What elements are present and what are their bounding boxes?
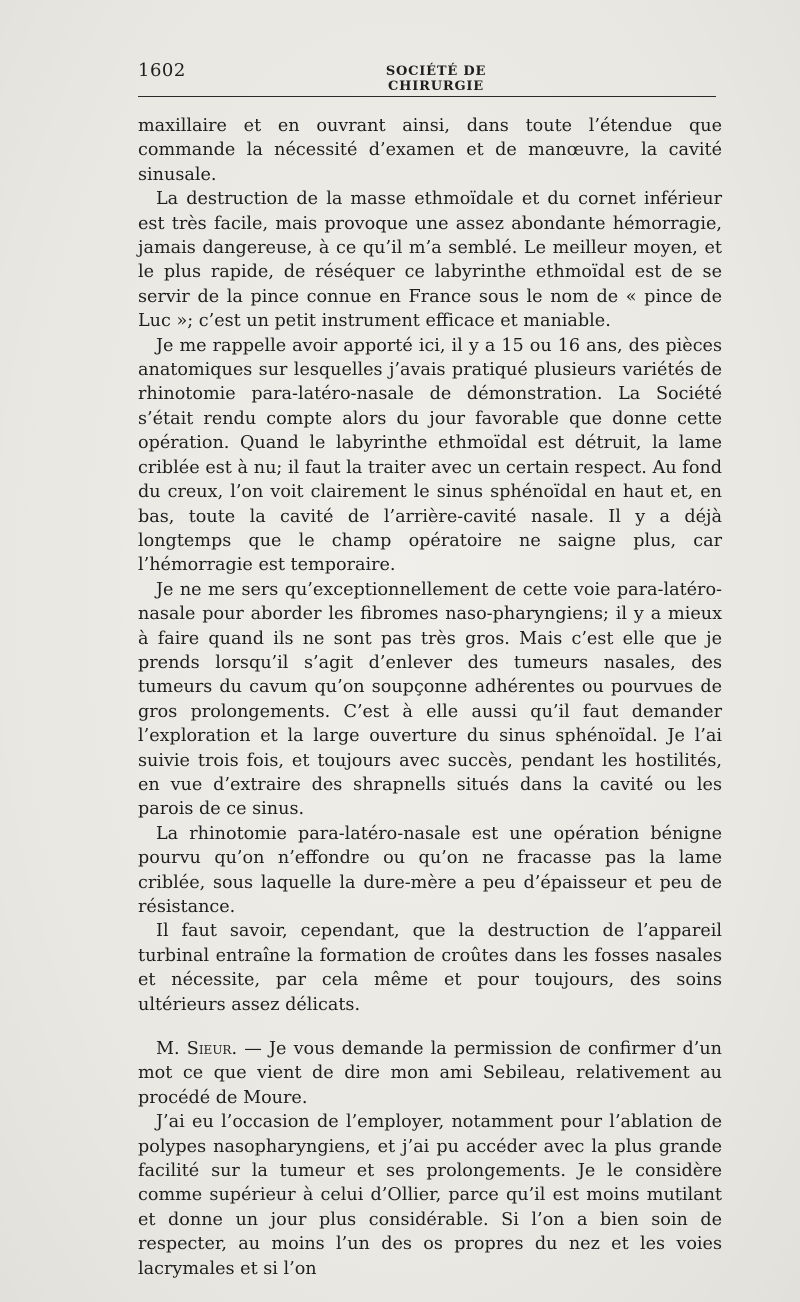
- paragraph-indications: Je ne me sers qu’exceptionnellement de cette voie para-latéro-nasale pour aborder les fibromes naso-pharyngiens; il y a mieux à faire quand ils ne sont pas très gros. Mais c’est elle que je prends lorsqu’il s’agit d’enlever des tumeurs nasales, des tumeurs du cavum qu’on soupçonne adhérentes ou pourvues de gros prolongements. C’est à elle aussi qu’il faut demander l’exploration et la large ouverture du sinus sphénoïdal. Je l’ai suivie trois fois, et toujours avec succès, pendant les hostilités, en vue d’extraire des shrapnells situés dans la cavité ou les parois de ce sinus.: [138, 579, 722, 820]
- page-header: [138, 58, 716, 94]
- paragraph-benign: La rhinotomie para-latéro-nasale est une opération bénigne pourvu qu’on n’effondre ou qu’on ne fracasse pas la lame criblée, sous laquelle la dure-mère a peu d’épaisseur et peu de résistance.: [138, 823, 722, 917]
- speaker-name: M. Sieur.: [156, 1039, 238, 1060]
- paragraph-continuation: maxillaire et en ouvrant ainsi, dans toute l’étendue que commande la nécessité d’examen et de manœuvre, la cavité sinusale.: [138, 116, 722, 185]
- speaker-remark: — Je vous demande la permission de confirmer d’un mot ce que vient de dire mon ami Sebileau, relativement au procédé de Moure.: [138, 1039, 722, 1108]
- body-text: [138, 114, 722, 1281]
- paragraph-sieur: [138, 1037, 722, 1110]
- paragraph-aftercare: Il faut savoir, cependant, que la destruction de l’appareil turbinal entraîne la formation de croûtes dans les fosses nasales et nécessite, par cela même et pour toujours, des soins ultérieurs assez délicats.: [138, 921, 722, 1015]
- running-head: SOCIÉTÉ DE CHIRURGIE: [385, 64, 487, 94]
- paragraph-destruction: La destruction de la masse ethmoïdale et du cornet inférieur est très facile, mais provoque une assez abondante hémorragie, jamais dangereuse, à ce qu’il m’a semblé. Le meilleur moyen, et le plus rapide, de réséquer ce labyrinthe ethmoïdal est de se servir de la pince connue en France sous le nom de « pince de Luc »; c’est un petit instrument efficace et maniable.: [138, 189, 722, 332]
- paragraph-closing: J’ai eu l’occasion de l’employer, notamment pour l’ablation de polypes nasopharyngiens, et j’ai pu accéder avec la plus grande facilité sur la tumeur et ses prolongements. Je le considère comme supérieur à celui d’Ollier, parce qu’il est moins mutilant et donne un jour plus considérable. Si l’on a bien soin de respecter, au moins l’un des os propres du nez et les voies lacrymales et si l’on: [138, 1112, 722, 1279]
- paragraph-recollection: Je me rappelle avoir apporté ici, il y a 15 ou 16 ans, des pièces anatomiques sur lesquelles j’avais pratiqué plusieurs variétés de rhinotomie para-latéro-nasale de démonstration. La Société s’était rendu compte alors du jour favorable que donne cette opération. Quand le labyrinthe ethmoïdal est détruit, la lame criblée est à nu; il faut la traiter avec un certain respect. Au fond du creux, l’on voit clairement le sinus sphénoïdal en haut et, en bas, toute la cavité de l’arrière-cavité nasale. Il y a déjà longtemps que le champ opératoire ne saigne plus, car l’hémorragie est temporaire.: [138, 335, 722, 576]
- page-number: 1602: [138, 60, 186, 81]
- header-rule: [138, 96, 716, 97]
